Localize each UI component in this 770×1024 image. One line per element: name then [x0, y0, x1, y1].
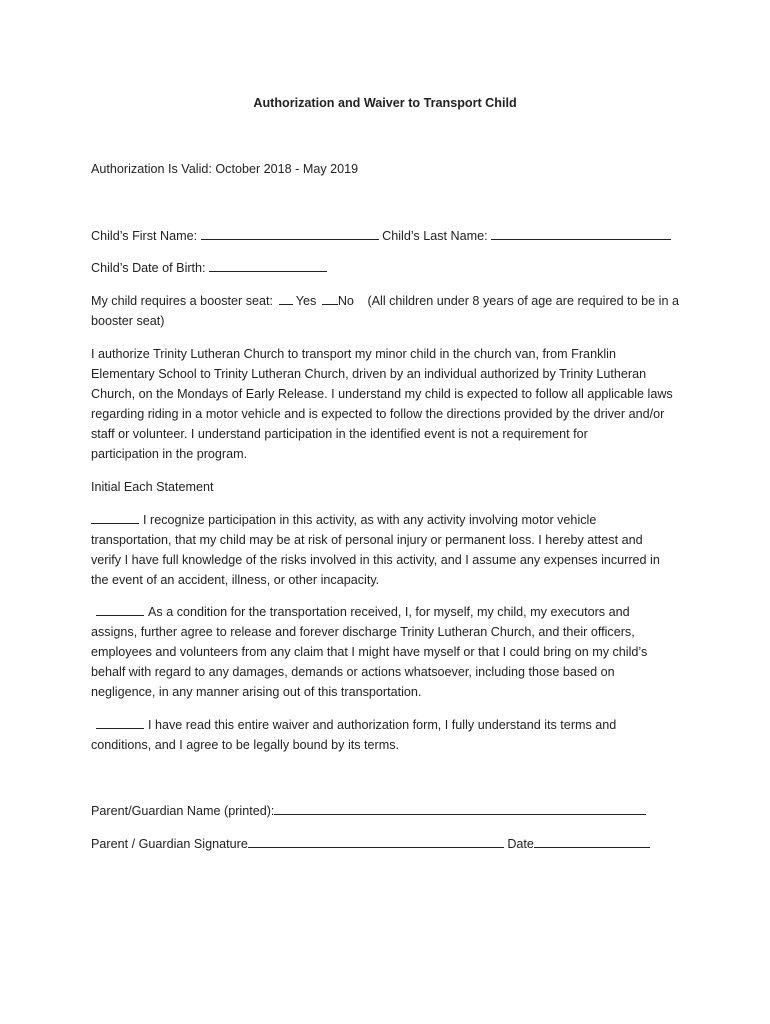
dob-label: Child’s Date of Birth: — [91, 261, 206, 275]
paragraph-line: transportation, that my child may be at risk of personal injury or permanent loss. I hereby attest and — [91, 533, 643, 547]
guardian-name-row — [91, 801, 646, 821]
guardian-signature-label: Parent / Guardian Signature — [91, 837, 248, 851]
paragraph-line — [91, 510, 691, 530]
paragraph-line: negligence, in any manner arising out of this transportation. — [91, 685, 422, 699]
authorization-paragraph — [91, 344, 691, 464]
paragraph-line: I authorize Trinity Lutheran Church to transport my minor child in the church van, from Franklin — [91, 347, 616, 361]
last-name-field[interactable] — [491, 226, 671, 240]
first-name-field[interactable] — [201, 226, 379, 240]
booster-note-continued: booster seat) — [91, 314, 165, 328]
initial-field-2[interactable] — [96, 602, 144, 616]
dob-row — [91, 258, 327, 278]
paragraph-line: conditions, and I agree to be legally bound by its terms. — [91, 738, 400, 752]
date-field[interactable] — [534, 834, 650, 848]
guardian-name-label: Parent/Guardian Name (printed): — [91, 804, 275, 818]
booster-row — [91, 291, 679, 311]
initial-field-3[interactable] — [96, 715, 144, 729]
statement-text: As a condition for the transportation received, I, for myself, my child, my executors and — [148, 605, 630, 619]
paragraph-line: regarding riding in a motor vehicle and is expected to follow the directions provided by the driver and/or — [91, 407, 665, 421]
paragraph-line: verify I have full knowledge of the risks involved in this activity, and I assume any expenses incurred in — [91, 553, 660, 567]
date-label: Date — [507, 837, 534, 851]
statement-2 — [91, 602, 691, 702]
guardian-signature-row — [91, 834, 650, 854]
validity-period: Authorization Is Valid: October 2018 - May 2019 — [91, 162, 359, 176]
paragraph-line: behalf with regard to any damages, demands or actions whatsoever, including those based on — [91, 665, 615, 679]
booster-no-label: No — [337, 294, 354, 308]
paragraph-line: participation in the program. — [91, 447, 248, 461]
document-title: Authorization and Waiver to Transport Child — [253, 96, 517, 110]
last-name-label: Child’s Last Name: — [382, 229, 488, 243]
paragraph-line: the event of an accident, illness, or other incapacity. — [91, 573, 380, 587]
booster-note: (All children under 8 years of age are required to be in a — [367, 294, 679, 308]
guardian-name-field[interactable] — [274, 801, 646, 815]
initial-heading: Initial Each Statement — [91, 480, 214, 494]
paragraph-line — [91, 715, 691, 735]
paragraph-line: assigns, further agree to release and forever discharge Trinity Lutheran Church, and their officers, — [91, 625, 635, 639]
initial-field-1[interactable] — [91, 510, 139, 524]
statement-text: I recognize participation in this activity, as with any activity involving motor vehicle — [143, 513, 597, 527]
guardian-signature-field[interactable] — [248, 834, 504, 848]
statement-1 — [91, 510, 691, 590]
booster-yes-blank[interactable] — [279, 291, 293, 305]
dob-field[interactable] — [209, 258, 327, 272]
paragraph-line: staff or volunteer. I understand participation in the identified event is not a requirement for — [91, 427, 588, 441]
paragraph-line — [91, 602, 691, 622]
paragraph-line: Church, on the Mondays of Early Release. I understand my child is expected to follow all applicable laws — [91, 387, 673, 401]
first-name-label: Child’s First Name: — [91, 229, 198, 243]
booster-no-blank[interactable] — [322, 291, 338, 305]
child-name-row — [91, 226, 671, 246]
statement-3 — [91, 715, 691, 755]
booster-yes-label: Yes — [295, 294, 317, 308]
paragraph-line: Elementary School to Trinity Lutheran Church, driven by an individual authorized by Trinity Lutheran — [91, 367, 647, 381]
booster-label: My child requires a booster seat: — [91, 294, 273, 308]
paragraph-line: employees and volunteers from any claim that I might have myself or that I could bring on my child’s — [91, 645, 648, 659]
statement-text: I have read this entire waiver and authorization form, I fully understand its terms and — [148, 718, 617, 732]
